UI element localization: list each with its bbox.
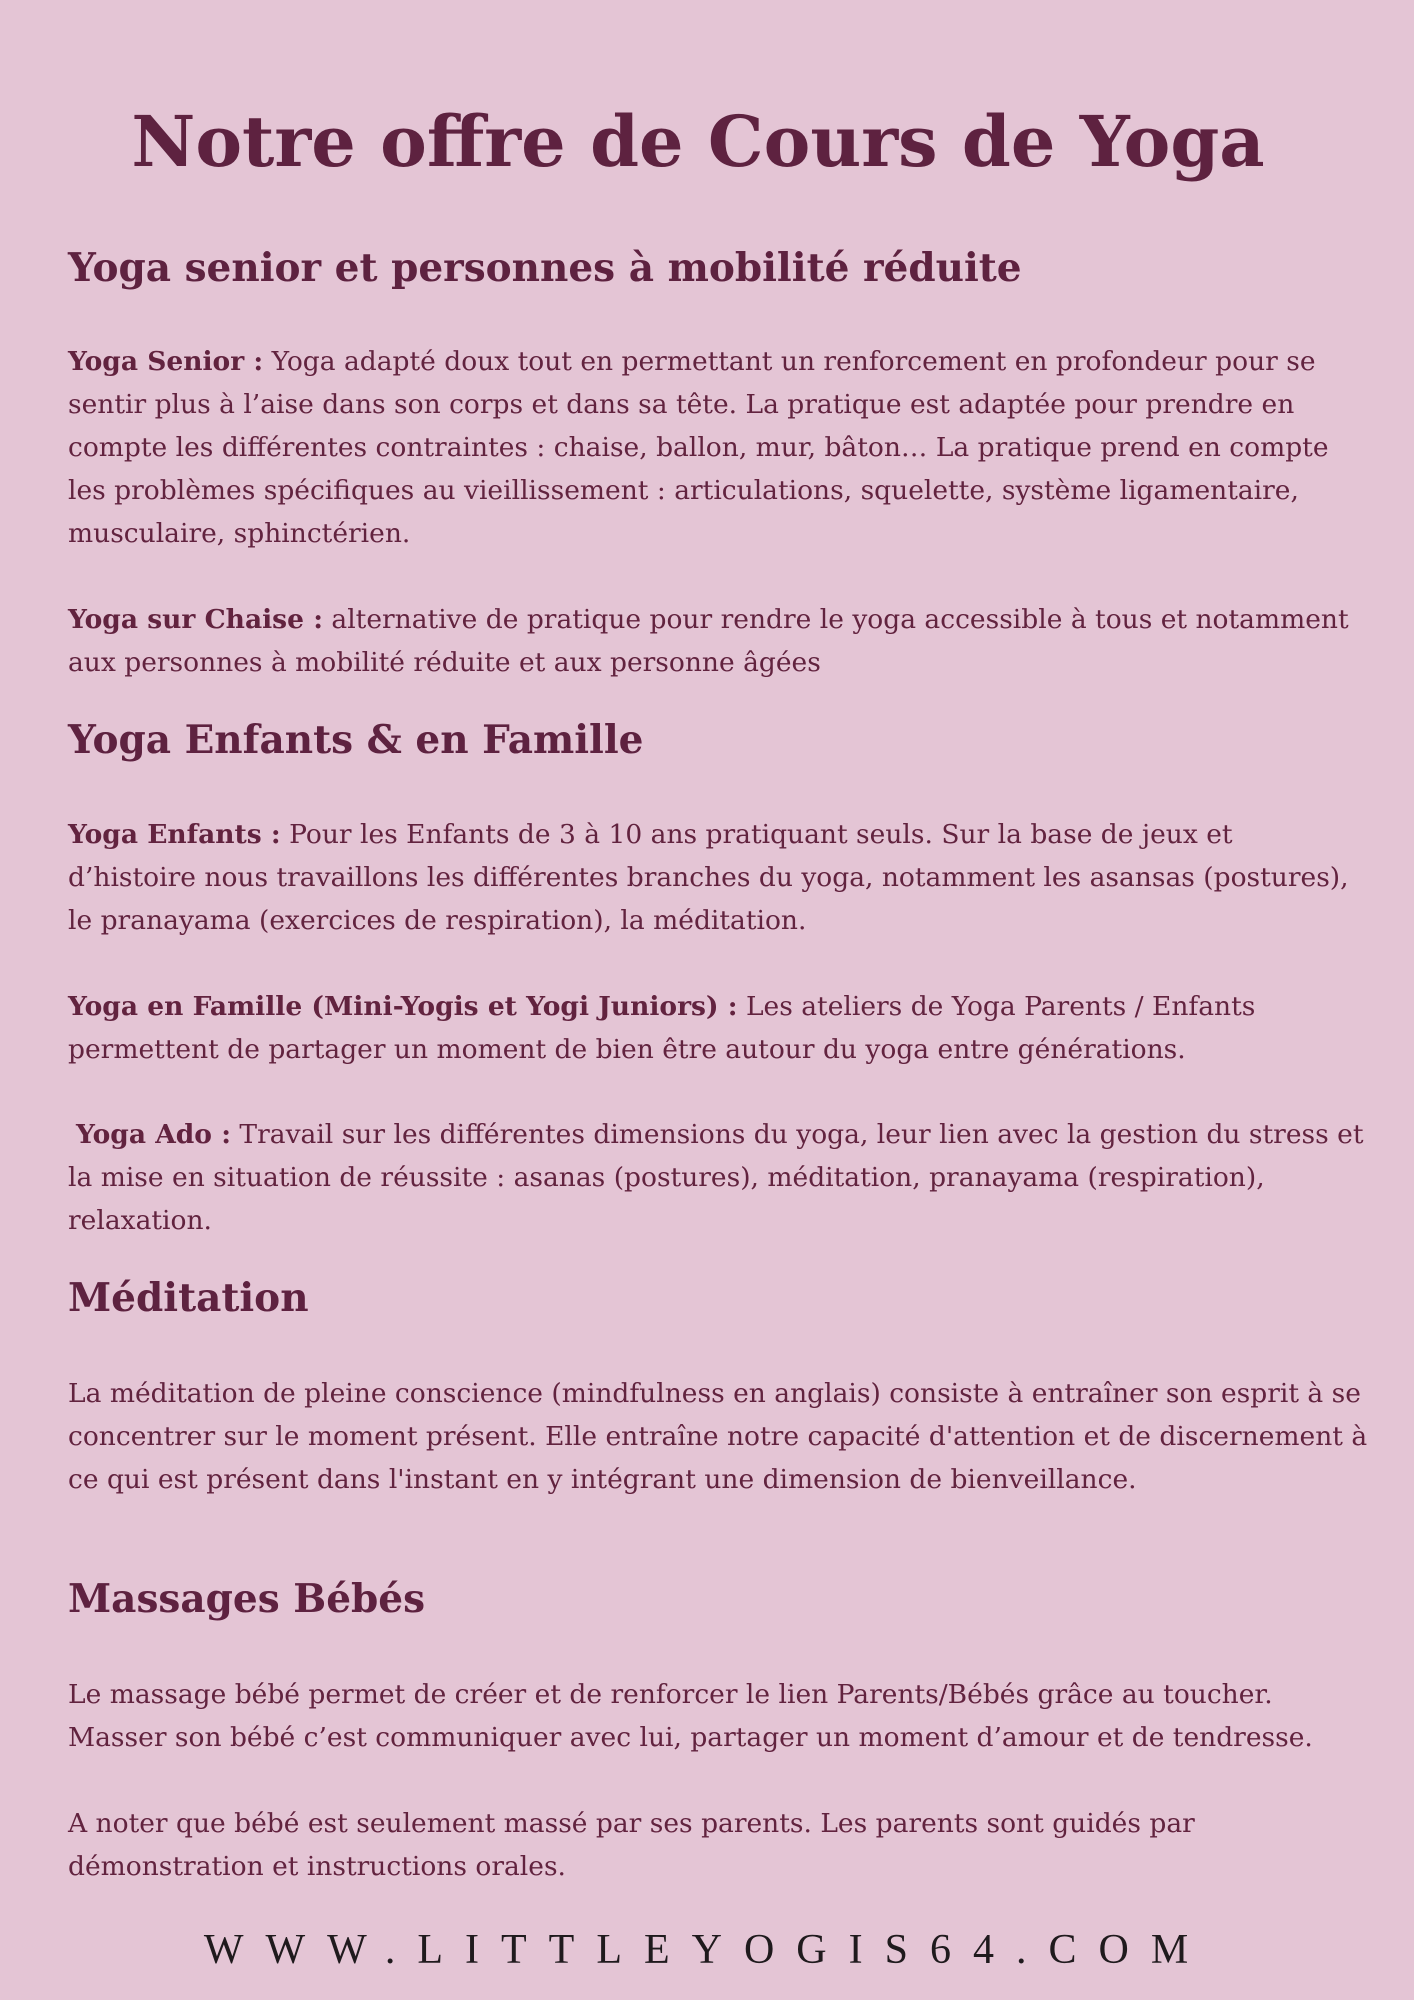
entry-label: Yoga Senior : [68,346,264,377]
page-title: Notre offre de Cours de Yoga [131,100,1265,183]
section-heading-meditation: Méditation [68,1275,309,1321]
website-url: WWW.LITTLEYOGIS64.COM [203,1927,1211,1973]
entry-yoga-ado [68,1113,1368,1242]
entry-text: Travail sur les différentes dimensions du yoga, leur lien avec la gestion du stress et la mise en situation de réussite : asanas (postures), méditation, pranayama (respiration), relaxation. [68,1119,1364,1236]
entry-yoga-senior [68,340,1368,555]
section-heading-yoga-senior: Yoga senior et personnes à mobilité réduite [68,245,1022,291]
entry-yoga-enfants [68,813,1368,942]
section-heading-massages-bebes: Massages Bébés [68,1576,426,1622]
entry-text: Pour les Enfants de 3 à 10 ans pratiquant seuls. Sur la base de jeux et d’histoire nous travaillons les différentes branches du yoga, notamment les asansas (postures), le pranayama (exercices de respiration), la méditation. [68,819,1349,936]
entry-text: Yoga adapté doux tout en permettant un renforcement en profondeur pour se sentir plus à l’aise dans son corps et dans sa tête. La pratique est adaptée pour prendre en compte les différentes contraintes : chaise, ballon, mur, bâton… La pratique prend en compte les problèmes spécifiques au vieillissement : articulations, squelette, système ligamentaire, musculaire, sphinctérien. [68,346,1329,549]
entry-label: Yoga sur Chaise : [68,604,323,635]
entry-label: Yoga en Famille (Mini-Yogis et Yogi Juniors) : [68,991,738,1022]
massages-paragraph-1: Le massage bébé permet de créer et de renforcer le lien Parents/Bébés grâce au toucher. Masser son bébé c’est communiquer avec lui, partager un moment d’amour et de tendresse. [68,1679,1313,1753]
entry-yoga-en-famille [68,985,1368,1071]
massages-paragraph-2: A noter que bébé est seulement massé par ses parents. Les parents sont guidés par démonstration et instructions orales. [68,1808,1195,1882]
entry-label: Yoga Ado : [76,1119,231,1150]
entry-text: Les ateliers de Yoga Parents / Enfants permettent de partager un moment de bien être autour du yoga entre générations. [68,991,1256,1065]
entry-label: Yoga Enfants : [68,819,281,850]
section-heading-yoga-enfants: Yoga Enfants & en Famille [68,717,644,763]
entry-text: alternative de pratique pour rendre le yoga accessible à tous et notamment aux personnes à mobilité réduite et aux personne âgées [68,604,1349,678]
meditation-paragraph: La méditation de pleine conscience (mindfulness en anglais) consiste à entraîner son esprit à se concentrer sur le moment présent. Elle entraîne notre capacité d'attention et de discernement à ce qui est présent dans l'instant en y intégrant une dimension de bienveillance. [68,1378,1368,1495]
entry-yoga-sur-chaise [68,598,1368,684]
